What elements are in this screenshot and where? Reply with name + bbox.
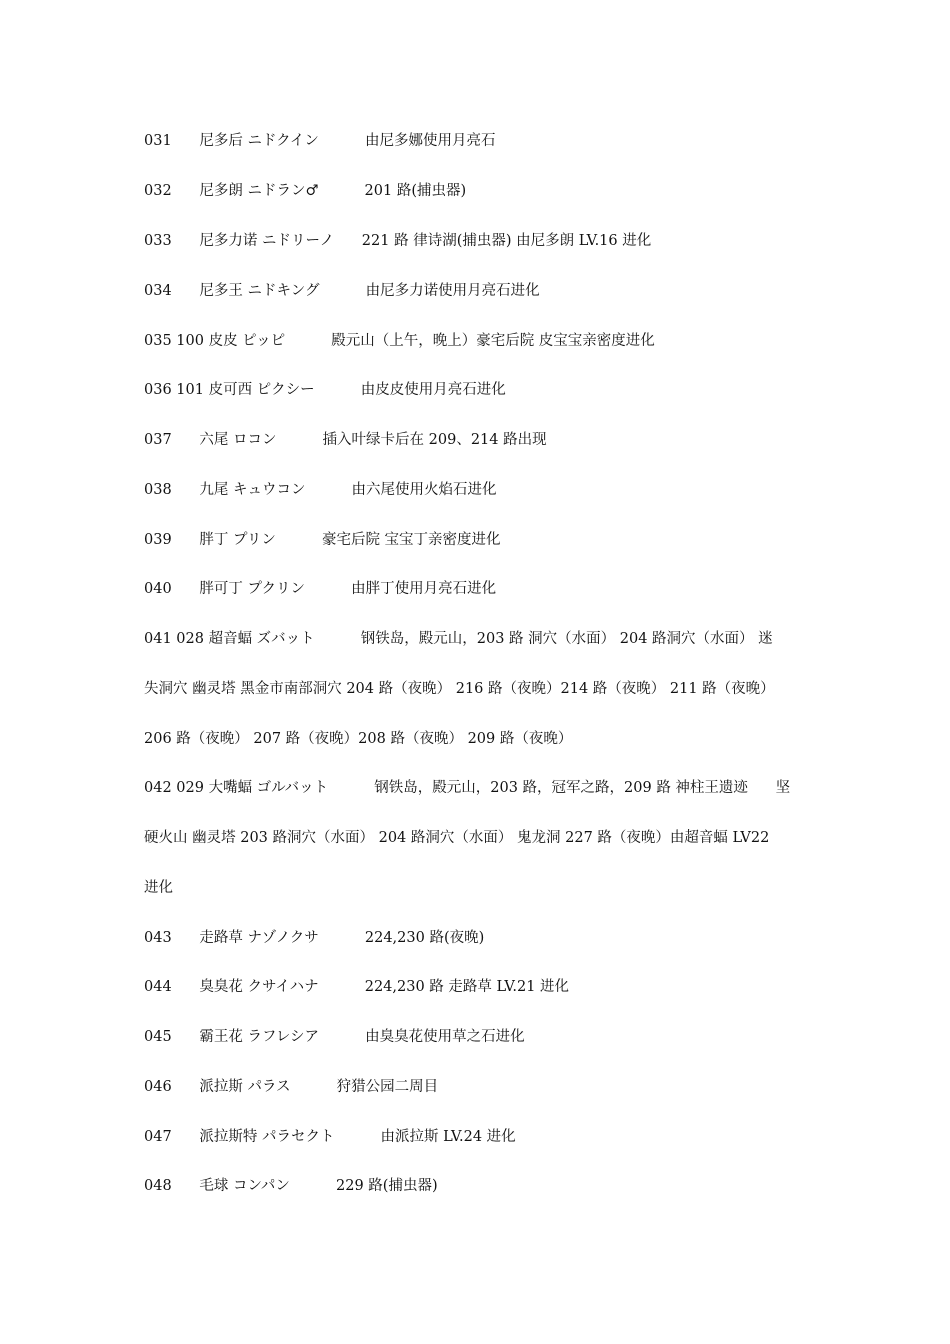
entry-036: 036 101 皮可西 ピクシー 由皮皮使用月亮石进化 <box>144 382 506 398</box>
entry-031: 031 尼多后 ニドクイン 由尼多娜使用月亮石 <box>144 133 496 149</box>
entry-041-cont-2: 206 路（夜晚） 207 路（夜晚）208 路（夜晚） 209 路（夜晚） <box>144 731 573 747</box>
entry-042: 042 029 大嘴蝠 ゴルバット 钢铁岛，殿元山，203 路，冠军之路，209 路 神柱王遗迹 坚 <box>144 780 791 796</box>
entry-048: 048 毛球 コンパン 229 路(捕虫器) <box>144 1178 438 1194</box>
entry-041: 041 028 超音蝠 ズバット 钢铁岛，殿元山，203 路 洞穴（水面） 204 路洞穴（水面） 迷 <box>144 631 773 647</box>
entry-033: 033 尼多力诺 ニドリーノ 221 路 律诗湖(捕虫器) 由尼多朗 LV.16 进化 <box>144 233 652 249</box>
entry-040: 040 胖可丁 プクリン 由胖丁使用月亮石进化 <box>144 581 497 597</box>
entry-035: 035 100 皮皮 ピッピ 殿元山（上午，晚上）豪宅后院 皮宝宝亲密度进化 <box>144 333 655 349</box>
entry-046: 046 派拉斯 パラス 狩猎公园二周目 <box>144 1079 439 1095</box>
entry-045: 045 霸王花 ラフレシア 由臭臭花使用草之石进化 <box>144 1029 525 1045</box>
entry-038: 038 九尾 キュウコン 由六尾使用火焰石进化 <box>144 482 497 498</box>
entry-042-cont-2: 进化 <box>144 880 173 896</box>
entry-037: 037 六尾 ロコン 插入叶绿卡后在 209、214 路出现 <box>144 432 547 448</box>
entry-041-cont-1: 失洞穴 幽灵塔 黑金市南部洞穴 204 路（夜晚） 216 路（夜晚）214 路（夜晚） 211 路（夜晚） <box>144 681 775 697</box>
entry-043: 043 走路草 ナゾノクサ 224,230 路(夜晚) <box>144 930 485 946</box>
entry-039: 039 胖丁 プリン 豪宅后院 宝宝丁亲密度进化 <box>144 532 501 548</box>
entry-044: 044 臭臭花 クサイハナ 224,230 路 走路草 LV.21 进化 <box>144 979 570 995</box>
entry-032: 032 尼多朗 ニドラン♂ 201 路(捕虫器) <box>144 183 467 199</box>
entry-042-cont-1: 硬火山 幽灵塔 203 路洞穴（水面） 204 路洞穴（水面） 鬼龙洞 227 路（夜晚）由超音蝠 LV22 <box>144 830 770 846</box>
entry-047: 047 派拉斯特 パラセクト 由派拉斯 LV.24 进化 <box>144 1129 516 1145</box>
entry-034: 034 尼多王 ニドキング 由尼多力诺使用月亮石进化 <box>144 283 540 299</box>
